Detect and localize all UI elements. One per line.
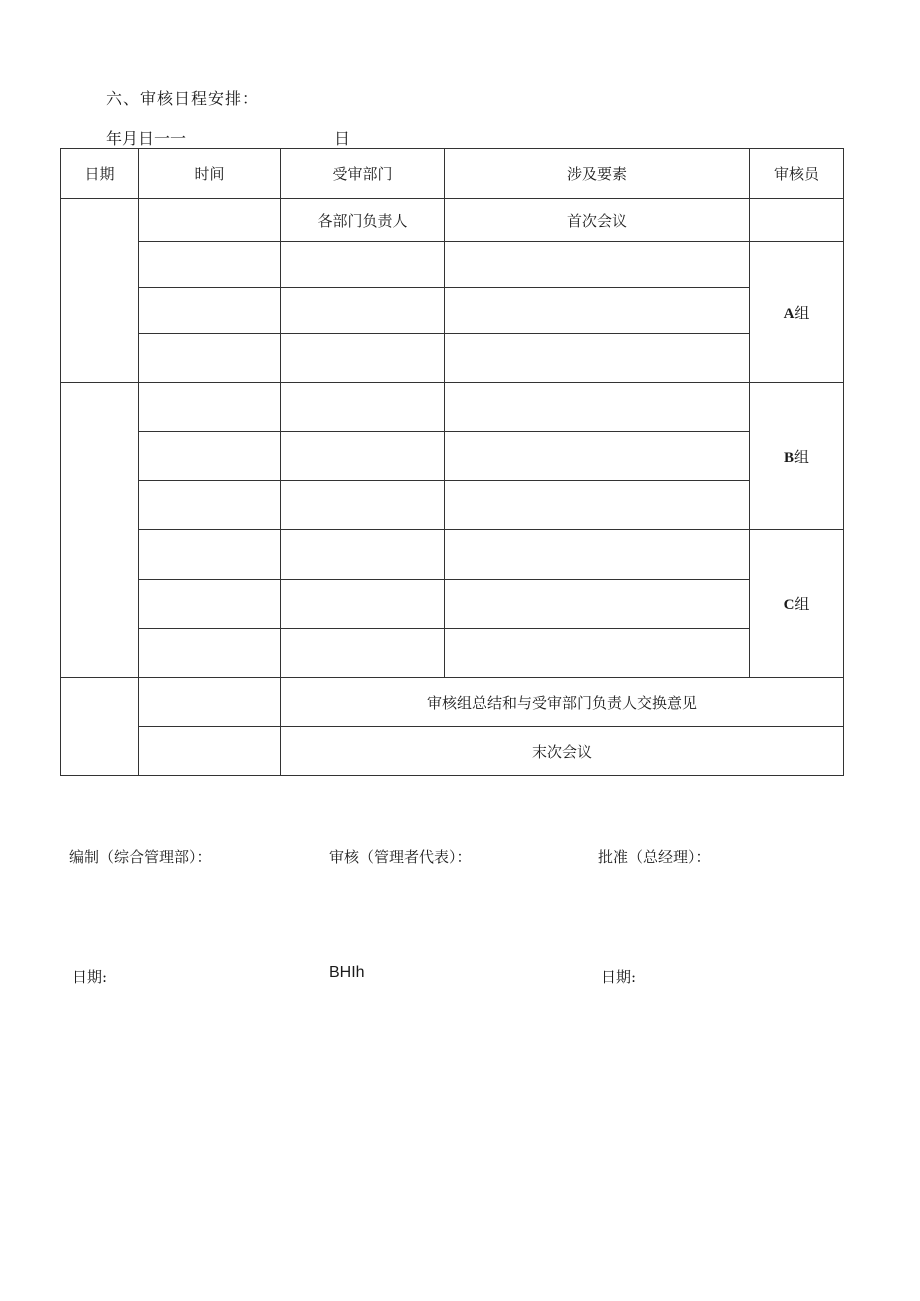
date-range-end: 日 [334, 129, 351, 148]
time-cell [139, 383, 281, 432]
approve-signature-label: 批准（总经理）： [598, 848, 711, 866]
table-row [61, 629, 844, 678]
table-row [61, 334, 844, 383]
table-row [61, 242, 844, 288]
time-cell [139, 288, 281, 334]
group-b-suffix: 组 [794, 449, 810, 466]
date-middle-text: BHIh [329, 964, 365, 981]
table-row [61, 481, 844, 530]
table-row [61, 530, 844, 580]
group-a-letter: A [783, 305, 795, 322]
time-cell [139, 432, 281, 481]
element-cell [445, 432, 750, 481]
table-row [61, 288, 844, 334]
table-row [61, 383, 844, 432]
auditor-cell [750, 199, 844, 242]
table-row [61, 678, 844, 727]
group-c-letter: C [783, 597, 795, 613]
department-cell [281, 481, 445, 530]
date-range [106, 126, 351, 149]
element-cell [445, 242, 750, 288]
department-cell [281, 629, 445, 678]
element-cell [445, 334, 750, 383]
date-cell [61, 199, 139, 383]
header-auditor: 审核员 [750, 149, 844, 199]
date-range-start: 年月日一一 [106, 129, 187, 148]
department-cell [281, 334, 445, 383]
header-department: 受审部门 [281, 149, 445, 199]
table-row [61, 727, 844, 776]
group-b-letter: B [783, 449, 794, 466]
date-cell [61, 678, 139, 776]
section-heading: 六、审核日程安排： [106, 89, 260, 108]
compile-signature-label: 编制（综合管理部）： [69, 848, 212, 866]
department-cell: 各部门负责人 [281, 199, 445, 242]
department-cell [281, 432, 445, 481]
table-header-row [61, 149, 844, 199]
date-label-left: 日期: [72, 968, 108, 986]
closing-meeting-cell: 末次会议 [281, 727, 844, 776]
time-cell [139, 334, 281, 383]
time-cell [139, 242, 281, 288]
department-cell [281, 383, 445, 432]
auditor-group-b [750, 383, 844, 530]
summary-cell: 审核组总结和与受审部门负责人交换意见 [281, 678, 844, 727]
header-date: 日期 [61, 149, 139, 199]
header-elements: 涉及要素 [445, 149, 750, 199]
element-cell [445, 530, 750, 580]
date-cell [61, 383, 139, 678]
group-a-suffix: 组 [794, 305, 810, 322]
group-c-suffix: 组 [794, 597, 810, 613]
table-row [61, 432, 844, 481]
element-cell [445, 288, 750, 334]
auditor-group-c [750, 530, 844, 678]
auditor-group-a [750, 242, 844, 383]
element-cell [445, 383, 750, 432]
date-label-right: 日期: [601, 968, 637, 986]
element-cell [445, 580, 750, 629]
time-cell [139, 727, 281, 776]
department-cell [281, 288, 445, 334]
table-row [61, 199, 844, 242]
element-cell: 首次会议 [445, 199, 750, 242]
department-cell [281, 580, 445, 629]
table-row [61, 580, 844, 629]
element-cell [445, 629, 750, 678]
time-cell [139, 678, 281, 727]
header-time: 时间 [139, 149, 281, 199]
time-cell [139, 199, 281, 242]
time-cell [139, 629, 281, 678]
review-signature-label: 审核（管理者代表）： [329, 848, 472, 866]
time-cell [139, 580, 281, 629]
time-cell [139, 481, 281, 530]
department-cell [281, 530, 445, 580]
time-cell [139, 530, 281, 580]
schedule-table [60, 148, 844, 776]
element-cell [445, 481, 750, 530]
department-cell [281, 242, 445, 288]
